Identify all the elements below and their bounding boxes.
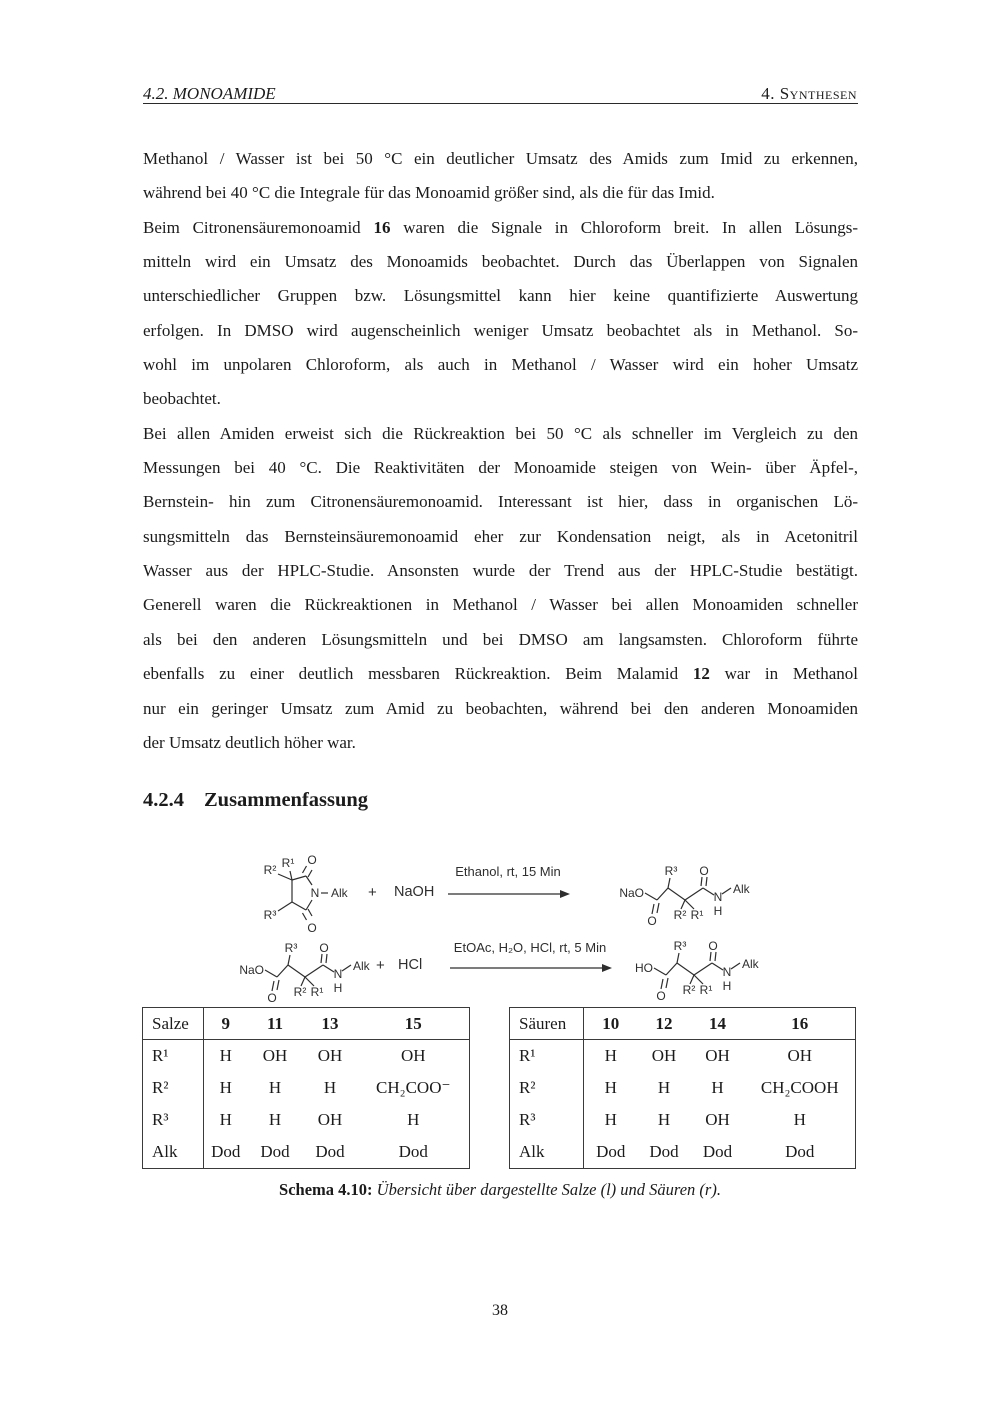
alkyl-label: Alk: [742, 957, 759, 971]
reaction-arrow: [450, 961, 612, 975]
body-line: unterschiedlicher Gruppen bzw. Lösungsmittel kann hier keine quantifizierte Auswertung: [143, 286, 858, 306]
row-label: Alk: [143, 1136, 204, 1169]
header-rule: [143, 103, 858, 104]
body-line: Wasser aus der HPLC-Studie. Ansonsten wurde der Trend aus der HPLC-Studie bestätigt.: [143, 561, 858, 581]
column-header: 13: [303, 1008, 358, 1040]
sodium-oxide-label: NaO: [619, 886, 644, 900]
substituent-r1-label: R¹: [690, 908, 704, 922]
body-text: [143, 142, 858, 760]
substituent-r2-label: R²: [263, 863, 277, 877]
table-cell: OH: [705, 1046, 730, 1065]
table-cell: Dod: [702, 1142, 733, 1161]
reaction-condition-label: Ethanol, rt, 15 Min: [455, 864, 561, 879]
substituent-r3-label: R³: [673, 939, 687, 953]
row-label: R²: [510, 1072, 584, 1104]
hydrogen-label: H: [333, 981, 343, 995]
substituent-r1-label: R¹: [699, 983, 713, 997]
table-header-row: [143, 1008, 470, 1040]
table-cell: OH: [651, 1046, 677, 1065]
reaction-arrow: [448, 887, 570, 901]
body-line: Bei allen Amiden erweist sich die Rückreaktion bei 50 °C als schneller im Vergleich zu den: [143, 423, 858, 443]
section-title: Zusammenfassung: [204, 789, 369, 811]
table-cell: H: [219, 1110, 232, 1129]
table-cell: Dod: [211, 1142, 241, 1161]
table-cell: CH₂COOH: [760, 1078, 839, 1097]
reagent-label: HCl: [398, 957, 423, 973]
header-chapter-title: 4. Synthesen: [761, 84, 857, 103]
body-line-text: war in Methanol: [709, 664, 859, 684]
body-line-text: Beim Citronensäuremonoamid: [143, 217, 374, 237]
body-line: Messungen bei 40 °C. Die Reaktivitäten der Monoamide steigen von Wein- über Äpfel-,: [143, 458, 858, 478]
body-line: während bei 40 °C die Integrale für das Monoamid größer sind, als die für das Imid.: [143, 183, 715, 203]
table-cell: H: [268, 1110, 282, 1129]
compound-number: 12: [692, 664, 710, 684]
table-cell: H: [219, 1046, 232, 1065]
sodium-salt-structure: [220, 912, 390, 1012]
oxygen-label: O: [307, 853, 317, 867]
section-heading: [143, 789, 368, 812]
body-line: als bei den anderen Lösungsmitteln und bei DMSO am langsamsten. Chloroform führte: [143, 629, 858, 649]
body-line: Bernstein- hin zum Citronensäuremonoamid. Interessant ist hier, dass in organischen Lö-: [143, 492, 858, 512]
body-line: mitteln wird ein Umsatz des Monoamids beobachtet. Durch das Überlappen von Signalen: [143, 252, 858, 272]
row-label: R³: [510, 1104, 584, 1136]
oxygen-label: O: [708, 939, 718, 953]
alkyl-label: Alk: [353, 959, 370, 973]
table-cell: OH: [787, 1046, 813, 1065]
scheme-caption: [0, 1180, 1000, 1200]
acid-structure: [609, 910, 779, 1010]
table-cell: H: [268, 1078, 282, 1097]
body-line: erfolgen. In DMSO wird augenscheinlich weniger Umsatz beobachtet als in Methanol. So-: [143, 320, 858, 340]
body-line: der Umsatz deutlich höher war.: [143, 732, 356, 752]
column-header: 9: [204, 1008, 248, 1040]
table-cell: OH: [317, 1110, 343, 1129]
table-row: [510, 1136, 856, 1169]
table-cell: Dod: [785, 1142, 815, 1161]
table-cell: H: [219, 1078, 232, 1097]
page-number: 38: [492, 1302, 508, 1319]
caption-label: Schema 4.10:: [279, 1180, 373, 1199]
nitrogen-label: N: [310, 886, 320, 900]
reaction-condition-label: EtOAc, H₂O, HCl, rt, 5 Min: [453, 940, 607, 955]
table-cell: OH: [400, 1046, 426, 1065]
table-cell: H: [407, 1110, 420, 1129]
nitrogen-label: N: [713, 890, 723, 904]
table-cell: OH: [317, 1046, 343, 1065]
hydroxyl-label: HO: [635, 961, 653, 975]
row-label: R¹: [510, 1040, 584, 1073]
nitrogen-label: N: [333, 967, 343, 981]
row-label: R¹: [143, 1040, 204, 1073]
table-cell: Dod: [649, 1142, 679, 1161]
compound-number: 16: [373, 217, 391, 237]
table-row: [510, 1104, 856, 1136]
body-line-text: waren die Signale in Chloroform breit. In allen Lösungs-: [390, 217, 858, 237]
body-line: sungsmitteln das Bernsteinsäuremonoamid eher zur Kondensation neigt, als in Acetonitril: [143, 526, 858, 546]
sodium-oxide-label: NaO: [239, 963, 264, 977]
column-header: 12: [638, 1008, 691, 1040]
table-row: [143, 1072, 470, 1104]
column-header: 15: [358, 1008, 470, 1040]
substituent-r2-label: R²: [673, 908, 687, 922]
table-cell: OH: [262, 1046, 288, 1065]
table-cell: Dod: [596, 1142, 626, 1161]
row-label: R³: [143, 1104, 204, 1136]
table-cell: Dod: [260, 1142, 290, 1161]
oxygen-label: O: [319, 941, 329, 955]
substituent-r2-label: R²: [682, 983, 696, 997]
table-title: Salze: [143, 1008, 204, 1040]
column-header: 14: [691, 1008, 745, 1040]
table-title: Säuren: [510, 1008, 584, 1040]
alkyl-label: Alk: [733, 882, 750, 896]
header-section-title: 4.2. MONOAMIDE: [143, 84, 276, 103]
table-cell: H: [604, 1078, 617, 1097]
substituent-r2-label: R²: [293, 985, 307, 999]
section-number: 4.2.4: [143, 789, 184, 811]
body-line-text: ebenfalls zu einer deutlich messbaren Rückreaktion. Beim Malamid: [143, 664, 693, 684]
table-row: [510, 1040, 856, 1073]
table-cell: OH: [705, 1110, 730, 1129]
substituent-r1-label: R¹: [281, 856, 295, 870]
acids-table: [509, 1007, 856, 1169]
oxygen-label: O: [307, 921, 317, 935]
table-row: [143, 1040, 470, 1073]
substituent-r3-label: R³: [284, 941, 298, 955]
body-line: wohl im unpolaren Chloroform, als auch in Methanol / Wasser wird ein hoher Umsatz: [143, 355, 858, 375]
body-line: beobachtet.: [143, 389, 221, 409]
nitrogen-label: N: [722, 965, 732, 979]
table-row: [143, 1136, 470, 1169]
salts-table: [142, 1007, 470, 1169]
hydrogen-label: H: [713, 904, 723, 918]
body-line: nur ein geringer Umsatz zum Amid zu beobachten, während bei den anderen Monoamiden: [143, 698, 858, 718]
body-line: [143, 211, 858, 245]
row-label: Alk: [510, 1136, 584, 1169]
reagent-label: NaOH: [394, 884, 435, 900]
table-cell: H: [793, 1110, 806, 1129]
column-header: 11: [248, 1008, 303, 1040]
hydrogen-label: H: [722, 979, 732, 993]
body-line: [143, 657, 858, 691]
table-cell: H: [657, 1078, 671, 1097]
oxygen-label: O: [267, 991, 277, 1005]
table-cell: H: [604, 1110, 617, 1129]
table-cell: Dod: [398, 1142, 428, 1161]
oxygen-label: O: [647, 914, 657, 928]
oxygen-label: O: [699, 864, 709, 878]
oxygen-label: O: [656, 989, 666, 1003]
body-line: Generell waren die Rückreaktionen in Methanol / Wasser bei allen Monoamiden schneller: [143, 595, 858, 615]
table-cell: Dod: [315, 1142, 345, 1161]
caption-text: Übersicht über dargestellte Salze (l) und Säuren (r).: [376, 1180, 721, 1199]
row-label: R²: [143, 1072, 204, 1104]
column-header: 16: [745, 1008, 856, 1040]
substituent-r1-label: R¹: [310, 985, 324, 999]
table-cell: H: [323, 1078, 337, 1097]
body-line: Methanol / Wasser ist bei 50 °C ein deutlicher Umsatz des Amids zum Imid zu erkennen,: [143, 149, 858, 168]
plus-sign: +: [376, 957, 385, 974]
substituent-r3-label: R³: [263, 908, 277, 922]
plus-sign: +: [368, 884, 377, 901]
table-row: [510, 1072, 856, 1104]
alkyl-label: Alk: [331, 886, 348, 900]
table-cell: CH₂COO⁻: [376, 1078, 451, 1097]
table-cell: H: [657, 1110, 671, 1129]
column-header: 10: [584, 1008, 638, 1040]
table-cell: H: [604, 1046, 617, 1065]
table-cell: H: [711, 1078, 724, 1097]
substituent-r3-label: R³: [664, 864, 678, 878]
table-header-row: [510, 1008, 856, 1040]
table-row: [143, 1104, 470, 1136]
